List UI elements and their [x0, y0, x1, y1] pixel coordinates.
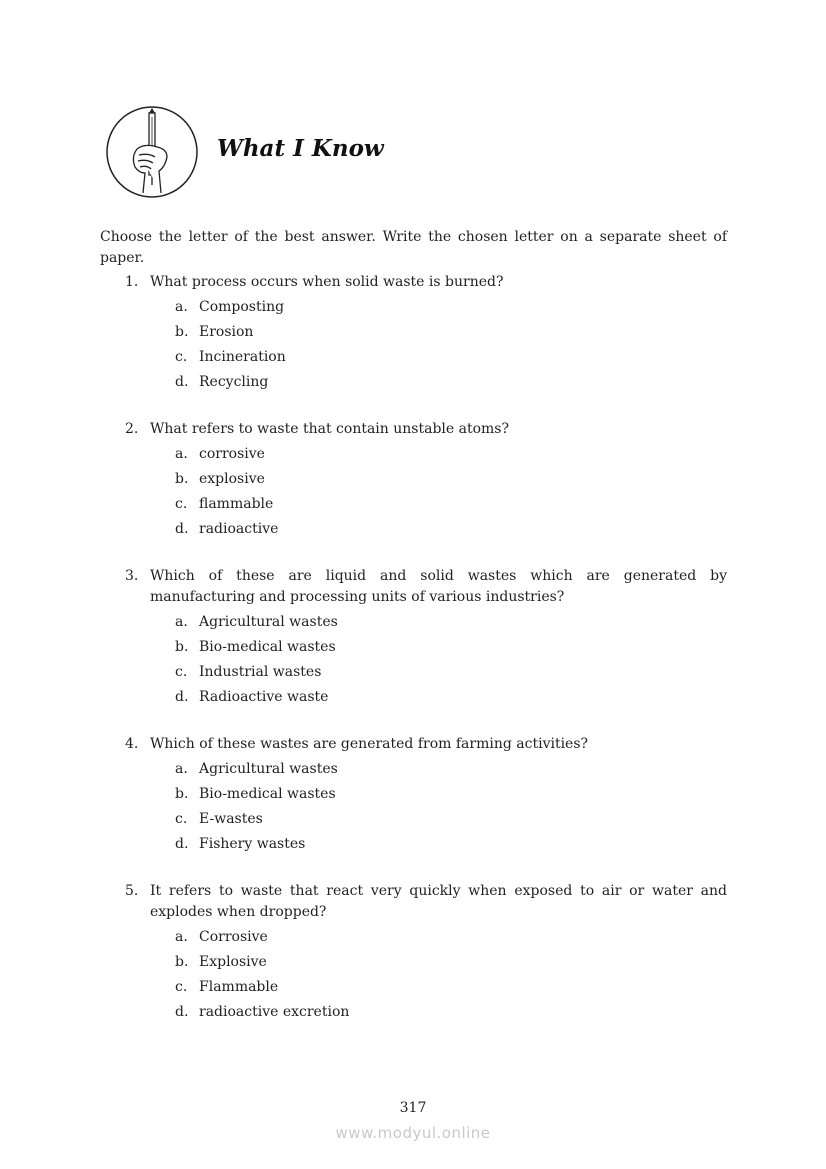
answer-option — [175, 635, 727, 660]
option-letter: b. — [175, 471, 189, 487]
question-text: What process occurs when solid waste is burned? — [150, 274, 504, 290]
answer-option — [175, 782, 727, 807]
option-text: corrosive — [199, 446, 265, 462]
option-letter: a. — [175, 929, 188, 945]
option-letter: b. — [175, 639, 189, 655]
option-letter: a. — [175, 446, 188, 462]
answer-option — [175, 295, 727, 320]
answer-option — [175, 975, 727, 1000]
answer-option — [175, 517, 727, 542]
answer-option — [175, 660, 727, 685]
question-number: 5. — [125, 883, 139, 899]
option-list — [175, 925, 727, 1025]
option-text: Bio-medical wastes — [199, 786, 336, 802]
answer-option — [175, 757, 727, 782]
option-text: radioactive — [199, 521, 279, 537]
option-text: radioactive excretion — [199, 1004, 350, 1020]
question-number: 3. — [125, 568, 139, 584]
option-text: explosive — [199, 471, 265, 487]
option-letter: d. — [175, 521, 189, 537]
answer-option — [175, 925, 727, 950]
answer-option — [175, 442, 727, 467]
option-text: Flammable — [199, 979, 279, 995]
answer-option — [175, 1000, 727, 1025]
option-letter: d. — [175, 1004, 189, 1020]
page-title: What I Know — [217, 135, 384, 162]
question-item — [125, 566, 727, 710]
question-item — [125, 419, 727, 542]
option-text: Composting — [199, 299, 285, 315]
option-letter: b. — [175, 954, 189, 970]
option-text: Incineration — [199, 349, 286, 365]
option-text: flammable — [199, 496, 274, 512]
option-text: Explosive — [199, 954, 267, 970]
option-list — [175, 757, 727, 857]
option-letter: d. — [175, 374, 189, 390]
option-letter: c. — [175, 979, 188, 995]
answer-option — [175, 807, 727, 832]
question-item — [125, 881, 727, 1025]
answer-option — [175, 610, 727, 635]
option-text: Corrosive — [199, 929, 268, 945]
option-text: Recycling — [199, 374, 269, 390]
option-list — [175, 295, 727, 395]
answer-option — [175, 492, 727, 517]
watermark: www.modyul.online — [335, 1124, 491, 1142]
option-text: Erosion — [199, 324, 254, 340]
option-letter: a. — [175, 761, 188, 777]
option-list — [175, 442, 727, 542]
option-letter: a. — [175, 614, 188, 630]
question-list — [100, 272, 727, 1025]
answer-option — [175, 320, 727, 345]
option-letter: c. — [175, 664, 188, 680]
option-letter: c. — [175, 349, 188, 365]
answer-option — [175, 467, 727, 492]
question-text: What refers to waste that contain unstable atoms? — [150, 421, 509, 437]
option-letter: c. — [175, 811, 188, 827]
answer-option — [175, 345, 727, 370]
option-text: Industrial wastes — [199, 664, 322, 680]
option-text: Bio-medical wastes — [199, 639, 336, 655]
page-number: 317 — [399, 1100, 427, 1116]
answer-option — [175, 832, 727, 857]
question-text: Which of these are liquid and solid wastes which are generated by manufacturing and processing units of various industries? — [150, 568, 727, 605]
option-letter: c. — [175, 496, 188, 512]
hand-holding-pencil-icon — [105, 105, 199, 199]
question-item — [125, 734, 727, 857]
question-text: Which of these wastes are generated from farming activities? — [150, 736, 589, 752]
question-number: 1. — [125, 274, 139, 290]
question-text: It refers to waste that react very quickly when exposed to air or water and explodes when dropped? — [150, 883, 727, 920]
section-header — [105, 105, 199, 199]
option-letter: b. — [175, 324, 189, 340]
question-item — [125, 272, 727, 395]
option-text: Agricultural wastes — [199, 614, 338, 630]
option-text: Radioactive waste — [199, 689, 329, 705]
option-letter: a. — [175, 299, 188, 315]
option-text: E-wastes — [199, 811, 263, 827]
option-letter: b. — [175, 786, 189, 802]
quiz-content — [100, 227, 727, 1049]
option-list — [175, 610, 727, 710]
answer-option — [175, 950, 727, 975]
option-text: Fishery wastes — [199, 836, 306, 852]
question-number: 4. — [125, 736, 139, 752]
instructions: Choose the letter of the best answer. Write the chosen letter on a separate sheet of paper. — [100, 229, 727, 266]
option-letter: d. — [175, 689, 189, 705]
answer-option — [175, 685, 727, 710]
option-letter: d. — [175, 836, 189, 852]
question-number: 2. — [125, 421, 139, 437]
answer-option — [175, 370, 727, 395]
option-text: Agricultural wastes — [199, 761, 338, 777]
